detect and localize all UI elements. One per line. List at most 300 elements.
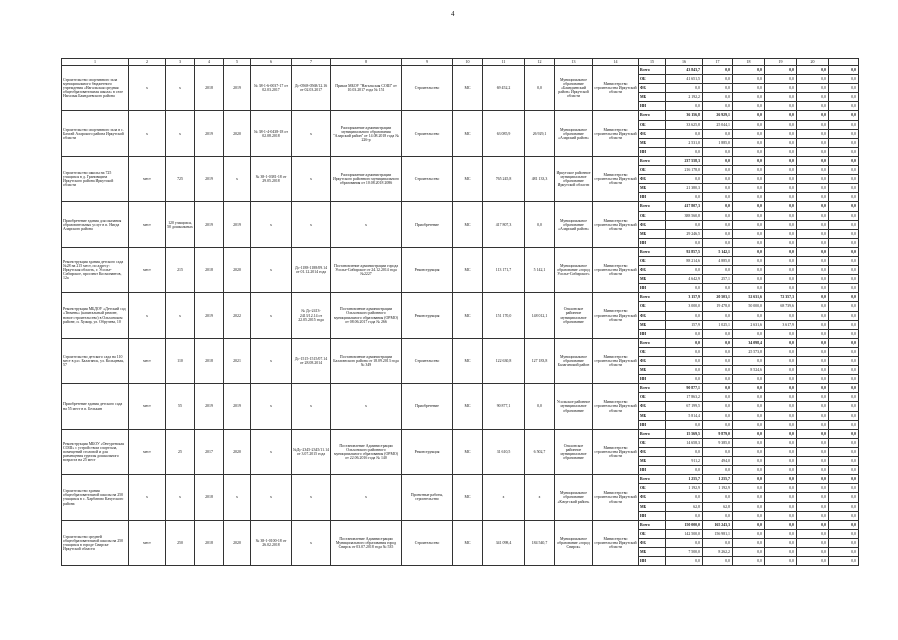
fund-value-1: 0,0 bbox=[666, 347, 703, 356]
fund-value-3: 0,0 bbox=[733, 420, 765, 429]
manager: Министерство строительства Иркутской области bbox=[593, 247, 639, 292]
expertise-conclusion: № 38-1-6-0037-17 от 02.03.2017 bbox=[251, 66, 292, 111]
fund-value-3: 0,0 bbox=[733, 202, 765, 211]
fund-value-4: 0,0 bbox=[765, 102, 797, 111]
owner: Усольское районное муниципальное образование bbox=[555, 384, 593, 429]
fund-value-4: 0,0 bbox=[765, 529, 797, 538]
fund-value-2: 0,0 bbox=[703, 402, 733, 411]
decision-document: Постановление администрации города Усолье-Сибирское от 24.12.2014 года №2227 bbox=[331, 247, 402, 292]
fund-value-5: 0,0 bbox=[797, 238, 829, 247]
fund-value-4: 0,0 bbox=[765, 475, 797, 484]
start-year: 2018 bbox=[195, 338, 224, 383]
fund-value-5: 0,0 bbox=[797, 529, 829, 538]
fund-value-5: 0,0 bbox=[797, 166, 829, 175]
fund-value-1: 0,0 bbox=[666, 193, 703, 202]
capacity: 120 учащихся, 50 дошкольных bbox=[166, 202, 195, 247]
fund-value-5: 0,0 bbox=[797, 429, 829, 438]
object-name: Строительство школы на 725 учащихся в д. Грановщина Иркутского района Иркутской области bbox=[62, 156, 129, 201]
fund-value-6: 0,0 bbox=[829, 166, 859, 175]
fund-value-3: 0,0 bbox=[733, 447, 765, 456]
fund-value-6: 0,0 bbox=[829, 211, 859, 220]
estimated-cost: 341 098,4 bbox=[483, 520, 525, 565]
manager: Министерство строительства Иркутской области bbox=[593, 429, 639, 474]
source: МС bbox=[453, 429, 483, 474]
fund-value-1: 0,0 bbox=[666, 175, 703, 184]
start-year: 2017 bbox=[195, 429, 224, 474]
fund-value-4: 0,0 bbox=[765, 429, 797, 438]
previous-funding: 6 502,7 bbox=[525, 429, 555, 474]
work-type: Реконструкция bbox=[402, 247, 453, 292]
fund-value-4: 0,0 bbox=[765, 557, 797, 566]
fund-label: ИИ bbox=[639, 557, 666, 566]
fund-label: МБ bbox=[639, 502, 666, 511]
fund-value-5: 0,0 bbox=[797, 211, 829, 220]
fund-value-3: 0,0 bbox=[733, 238, 765, 247]
fund-value-6: 0,0 bbox=[829, 411, 859, 420]
expertise-conclusion: x bbox=[251, 429, 292, 474]
fund-value-1: 0,0 bbox=[666, 147, 703, 156]
fund-value-2: 9 879,0 bbox=[703, 429, 733, 438]
fund-value-6: 0,0 bbox=[829, 256, 859, 265]
fund-value-5: 0,0 bbox=[797, 557, 829, 566]
fund-value-3: 0,0 bbox=[733, 266, 765, 275]
unit: мест bbox=[129, 429, 166, 474]
fund-value-4: 0,0 bbox=[765, 238, 797, 247]
fund-value-1: 0,0 bbox=[666, 129, 703, 138]
column-number-15: 15 bbox=[639, 59, 666, 66]
manager: Министерство строительства Иркутской области bbox=[593, 66, 639, 111]
fund-label: ОБ bbox=[639, 529, 666, 538]
end-year: 2020 bbox=[224, 520, 251, 565]
fund-value-4: 72 357,3 bbox=[765, 293, 797, 302]
fund-label: ФБ bbox=[639, 311, 666, 320]
fund-value-1: 157,9 bbox=[666, 320, 703, 329]
fund-value-5: 0,0 bbox=[797, 375, 829, 384]
fund-value-6: 0,0 bbox=[829, 547, 859, 556]
fund-value-5: 0,0 bbox=[797, 511, 829, 520]
fund-value-5: 0,0 bbox=[797, 393, 829, 402]
object-name: Строительство спортивного зала в с. Бахтай Аларского района Иркутской области bbox=[62, 111, 129, 156]
fund-value-6: 0,0 bbox=[829, 475, 859, 484]
fund-value-1: 0,0 bbox=[666, 238, 703, 247]
fund-value-1: 0,0 bbox=[666, 466, 703, 475]
fund-value-4: 0,0 bbox=[765, 193, 797, 202]
estimated-cost: 90 877,1 bbox=[483, 384, 525, 429]
estimated-cost: 765 245,8 bbox=[483, 156, 525, 201]
fund-value-6: 0,0 bbox=[829, 447, 859, 456]
fund-label: Всего bbox=[639, 202, 666, 211]
source: МС bbox=[453, 338, 483, 383]
manager: Министерство строительства Иркутской области bbox=[593, 202, 639, 247]
fund-value-4: 0,0 bbox=[765, 275, 797, 284]
table-row bbox=[62, 293, 859, 302]
fund-value-1: 41 651,5 bbox=[666, 75, 703, 84]
fund-value-3: 0,0 bbox=[733, 175, 765, 184]
object-name: Приобретение здания детского сада на 55 мест в п. Белькин bbox=[62, 384, 129, 429]
fund-label: ОБ bbox=[639, 438, 666, 447]
fund-value-2: 0,0 bbox=[703, 357, 733, 366]
fund-value-5: 0,0 bbox=[797, 120, 829, 129]
previous-funding: 184 540,7 bbox=[525, 520, 555, 565]
previous-funding: 481 133,3 bbox=[525, 156, 555, 201]
unit: мест bbox=[129, 384, 166, 429]
fund-value-3: 0,0 bbox=[733, 438, 765, 447]
fund-value-2: 4 885,0 bbox=[703, 256, 733, 265]
start-year: 2019 bbox=[195, 293, 224, 338]
fund-value-1: 0,0 bbox=[666, 84, 703, 93]
fund-value-6: 0,0 bbox=[829, 66, 859, 75]
manager: Министерство строительства Иркутской области bbox=[593, 338, 639, 383]
fund-value-6: 0,0 bbox=[829, 375, 859, 384]
estimated-cost: 417 807,3 bbox=[483, 202, 525, 247]
expertise-conclusion: № 38-1-4-0438-18 от 02.08.2018 bbox=[251, 111, 292, 156]
object-name: Строительство детского сада на 110 мест в р.п. Балаганск, ул. Кольцевая, 57 bbox=[62, 338, 129, 383]
capacity: 250 bbox=[166, 520, 195, 565]
fund-value-4: 0,0 bbox=[765, 138, 797, 147]
fund-value-1: 237 558,3 bbox=[666, 156, 703, 165]
table-row bbox=[62, 384, 859, 393]
previous-funding: 5 142,1 bbox=[525, 247, 555, 292]
fund-value-5: 0,0 bbox=[797, 547, 829, 556]
fund-value-2: 0,0 bbox=[703, 156, 733, 165]
fund-value-5: 0,0 bbox=[797, 138, 829, 147]
table-row bbox=[62, 520, 859, 529]
fund-value-5: 0,0 bbox=[797, 538, 829, 547]
fund-value-2: 0,0 bbox=[703, 366, 733, 375]
fund-value-5: 0,0 bbox=[797, 256, 829, 265]
source: МС bbox=[453, 202, 483, 247]
manager: Министерство строительства Иркутской области bbox=[593, 475, 639, 520]
fund-value-2: 0,0 bbox=[703, 229, 733, 238]
fund-label: ОБ bbox=[639, 302, 666, 311]
previous-funding: 148 012,1 bbox=[525, 293, 555, 338]
fund-value-2: 165 243,3 bbox=[703, 520, 733, 529]
fund-value-4: 0,0 bbox=[765, 393, 797, 402]
fund-value-1: 5 814,4 bbox=[666, 411, 703, 420]
fund-value-5: 0,0 bbox=[797, 502, 829, 511]
end-year: 2019 bbox=[224, 202, 251, 247]
fund-value-6: 0,0 bbox=[829, 247, 859, 256]
fund-value-2: 0,0 bbox=[703, 284, 733, 293]
fund-value-3: 0,0 bbox=[733, 84, 765, 93]
fund-value-3: 0,0 bbox=[733, 111, 765, 120]
fund-value-5: 0,0 bbox=[797, 466, 829, 475]
object-name: Строительство спортивного зала муниципального бюджетного учреждения «Нагальская средняя общеобразовательная школа» в селе Нагалык Баяндаевского района bbox=[62, 66, 129, 111]
fund-value-5: 0,0 bbox=[797, 75, 829, 84]
fund-value-5: 0,0 bbox=[797, 338, 829, 347]
fund-value-5: 0,0 bbox=[797, 311, 829, 320]
object-name: Реконструкция здания детского сада №28 на 215 мест, по адресу: Иркутская область, г. Усолье-Сибирское, проспект Космонавтов, 12а bbox=[62, 247, 129, 292]
cost-check: x bbox=[292, 111, 331, 156]
unit: x bbox=[129, 475, 166, 520]
fund-label: МБ bbox=[639, 366, 666, 375]
start-year: 2019 bbox=[195, 202, 224, 247]
fund-value-2: 0,0 bbox=[703, 84, 733, 93]
fund-value-1: 911,2 bbox=[666, 457, 703, 466]
fund-value-4: 0,0 bbox=[765, 347, 797, 356]
fund-value-4: 0,0 bbox=[765, 375, 797, 384]
capacity: x bbox=[166, 111, 195, 156]
fund-value-4: 0,0 bbox=[765, 166, 797, 175]
work-type: Приобретение bbox=[402, 384, 453, 429]
fund-value-1: 0,0 bbox=[666, 420, 703, 429]
fund-value-3: 0,0 bbox=[733, 484, 765, 493]
fund-label: Всего bbox=[639, 247, 666, 256]
fund-label: ФБ bbox=[639, 447, 666, 456]
fund-value-6: 0,0 bbox=[829, 193, 859, 202]
fund-value-4: 0,0 bbox=[765, 329, 797, 338]
fund-label: ФБ bbox=[639, 129, 666, 138]
fund-label: Всего bbox=[639, 293, 666, 302]
fund-label: ИИ bbox=[639, 193, 666, 202]
fund-value-6: 0,0 bbox=[829, 311, 859, 320]
fund-value-1: 142 500,0 bbox=[666, 529, 703, 538]
fund-value-5: 0,0 bbox=[797, 247, 829, 256]
fund-value-4: 0,0 bbox=[765, 84, 797, 93]
fund-value-6: 0,0 bbox=[829, 538, 859, 547]
fund-value-4: 0,0 bbox=[765, 266, 797, 275]
start-year: 2018 bbox=[195, 247, 224, 292]
expertise-conclusion: x bbox=[251, 247, 292, 292]
source: МС bbox=[453, 293, 483, 338]
decision-document: Постановление администрации Ольхонского районного муниципального образования (ОРМО) от 08.06.2017 года № 266 bbox=[331, 293, 402, 338]
object-name: Приобретение здания для оказания образовательных услуг в п. Нигда Аларского района bbox=[62, 202, 129, 247]
fund-value-4: 0,0 bbox=[765, 538, 797, 547]
fund-value-4: 0,0 bbox=[765, 156, 797, 165]
fund-value-4: 0,0 bbox=[765, 484, 797, 493]
fund-value-4: 0,0 bbox=[765, 338, 797, 347]
fund-value-2: 0,0 bbox=[703, 329, 733, 338]
fund-value-1: 4 642,9 bbox=[666, 275, 703, 284]
fund-label: ФБ bbox=[639, 84, 666, 93]
fund-value-5: 0,0 bbox=[797, 520, 829, 529]
source: МС bbox=[453, 66, 483, 111]
fund-value-3: 52 631,6 bbox=[733, 293, 765, 302]
fund-label: ОБ bbox=[639, 211, 666, 220]
column-number-1: 1 bbox=[62, 59, 129, 66]
fund-value-6: 0,0 bbox=[829, 284, 859, 293]
fund-value-5: 0,0 bbox=[797, 193, 829, 202]
fund-value-1: 36 156,8 bbox=[666, 111, 703, 120]
fund-value-4: 0,0 bbox=[765, 466, 797, 475]
fund-label: ФБ bbox=[639, 266, 666, 275]
fund-label: ИИ bbox=[639, 466, 666, 475]
end-year: 2020 bbox=[224, 111, 251, 156]
fund-value-6: 0,0 bbox=[829, 511, 859, 520]
fund-value-1: 0,0 bbox=[666, 493, 703, 502]
owner: Муниципальное образование «Качугский район» bbox=[555, 475, 593, 520]
fund-value-6: 0,0 bbox=[829, 520, 859, 529]
cost-check: x bbox=[292, 475, 331, 520]
fund-value-3: 8 524,6 bbox=[733, 366, 765, 375]
table-row bbox=[62, 429, 859, 438]
fund-value-1: 0,0 bbox=[666, 511, 703, 520]
decision-document: Постановление администрации Балаганского района от 18.09.2013 года № 349 bbox=[331, 338, 402, 383]
fund-value-3: 0,0 bbox=[733, 220, 765, 229]
fund-value-6: 0,0 bbox=[829, 138, 859, 147]
capacity: 725 bbox=[166, 156, 195, 201]
fund-value-6: 0,0 bbox=[829, 557, 859, 566]
fund-value-4: 0,0 bbox=[765, 402, 797, 411]
fund-value-3: 0,0 bbox=[733, 138, 765, 147]
fund-value-4: 68 739,6 bbox=[765, 302, 797, 311]
estimated-cost: x bbox=[483, 475, 525, 520]
end-year: 2022 bbox=[224, 293, 251, 338]
fund-value-6: 0,0 bbox=[829, 275, 859, 284]
fund-value-2: 0,0 bbox=[703, 375, 733, 384]
capacity: 55 bbox=[166, 384, 195, 429]
table-row bbox=[62, 156, 859, 165]
fund-value-3: 0,0 bbox=[733, 375, 765, 384]
fund-value-3: 0,0 bbox=[733, 229, 765, 238]
fund-value-6: 0,0 bbox=[829, 357, 859, 366]
fund-value-6: 0,0 bbox=[829, 184, 859, 193]
table-row bbox=[62, 202, 859, 211]
decision-document: Постановление Администрации Муниципального образования город Свирск от 03.07.2018 года № 535 bbox=[331, 520, 402, 565]
fund-value-3: 0,0 bbox=[733, 129, 765, 138]
unit: мест bbox=[129, 202, 166, 247]
fund-label: ИИ bbox=[639, 102, 666, 111]
fund-value-2: 19 478,0 bbox=[703, 302, 733, 311]
start-year: 2018 bbox=[195, 66, 224, 111]
fund-value-4: 0,0 bbox=[765, 256, 797, 265]
fund-value-4: 0,0 bbox=[765, 511, 797, 520]
fund-value-3: 0,0 bbox=[733, 166, 765, 175]
fund-label: ИИ bbox=[639, 420, 666, 429]
fund-value-1: 1 192,9 bbox=[666, 484, 703, 493]
fund-value-2: 0,0 bbox=[703, 447, 733, 456]
fund-value-4: 0,0 bbox=[765, 284, 797, 293]
decision-document: x bbox=[331, 475, 402, 520]
fund-value-1: 7 500,0 bbox=[666, 547, 703, 556]
object-name: Реконструкция МБОУ «Онгуренская СОШ» с устройством спортзала, помещений столовой и для размещения группы дошкольного возраста на 25 мест bbox=[62, 429, 129, 474]
fund-value-5: 0,0 bbox=[797, 302, 829, 311]
unit: мест bbox=[129, 156, 166, 201]
fund-label: ИИ bbox=[639, 375, 666, 384]
fund-value-6: 0,0 bbox=[829, 384, 859, 393]
fund-value-3: 0,0 bbox=[733, 384, 765, 393]
fund-value-4: 0,0 bbox=[765, 502, 797, 511]
fund-value-2: 0,0 bbox=[703, 66, 733, 75]
decision-document: Постановление Администрации Ольхонского районного муниципального образования (ОРМО) от 22.06.2016 года № 140 bbox=[331, 429, 402, 474]
column-number-20: 20 bbox=[797, 59, 829, 66]
column-number-10: 10 bbox=[453, 59, 483, 66]
fund-value-6: 0,0 bbox=[829, 84, 859, 93]
fund-label: МБ bbox=[639, 275, 666, 284]
object-name: Строительство средней общеобразовательной школы на 250 учащихся в городе Свирске Иркутской области bbox=[62, 520, 129, 565]
fund-value-1: 2 531,0 bbox=[666, 138, 703, 147]
column-number-row bbox=[62, 59, 859, 66]
fund-value-2: 0,0 bbox=[703, 511, 733, 520]
previous-funding: 0,0 bbox=[525, 202, 555, 247]
fund-value-1: 388 560,8 bbox=[666, 211, 703, 220]
fund-value-6: 0,0 bbox=[829, 420, 859, 429]
fund-value-6: 0,0 bbox=[829, 366, 859, 375]
fund-label: Всего bbox=[639, 475, 666, 484]
cost-check: Дс-1188-1188/09.14 от 01.12.2014 года bbox=[292, 247, 331, 292]
fund-value-5: 0,0 bbox=[797, 357, 829, 366]
estimated-cost: 122 630,8 bbox=[483, 338, 525, 383]
fund-value-4: 0,0 bbox=[765, 129, 797, 138]
fund-label: Всего bbox=[639, 520, 666, 529]
table-row bbox=[62, 111, 859, 120]
fund-value-3: 0,0 bbox=[733, 357, 765, 366]
previous-funding: x bbox=[525, 475, 555, 520]
end-year: 2019 bbox=[224, 384, 251, 429]
manager: Министерство строительства Иркутской области bbox=[593, 111, 639, 156]
fund-value-4: 0,0 bbox=[765, 384, 797, 393]
capacity: 25 bbox=[166, 429, 195, 474]
fund-value-2: 0,0 bbox=[703, 193, 733, 202]
fund-value-5: 0,0 bbox=[797, 229, 829, 238]
fund-value-5: 0,0 bbox=[797, 66, 829, 75]
fund-value-2: 0,0 bbox=[703, 466, 733, 475]
fund-value-6: 0,0 bbox=[829, 229, 859, 238]
fund-value-4: 0,0 bbox=[765, 438, 797, 447]
fund-label: ОБ bbox=[639, 166, 666, 175]
fund-value-4: 0,0 bbox=[765, 357, 797, 366]
fund-value-5: 0,0 bbox=[797, 111, 829, 120]
fund-value-6: 0,0 bbox=[829, 93, 859, 102]
fund-label: ИИ bbox=[639, 329, 666, 338]
fund-value-4: 0,0 bbox=[765, 66, 797, 75]
fund-value-3: 0,0 bbox=[733, 275, 765, 284]
work-type: Проектные работы, строительство bbox=[402, 475, 453, 520]
fund-value-5: 0,0 bbox=[797, 184, 829, 193]
fund-value-6: 0,0 bbox=[829, 129, 859, 138]
fund-value-5: 0,0 bbox=[797, 293, 829, 302]
fund-value-5: 0,0 bbox=[797, 202, 829, 211]
work-type: Строительство bbox=[402, 338, 453, 383]
fund-value-5: 0,0 bbox=[797, 93, 829, 102]
fund-value-1: 21 380,3 bbox=[666, 184, 703, 193]
fund-value-2: 0,0 bbox=[703, 266, 733, 275]
fund-value-1: 3 157,9 bbox=[666, 293, 703, 302]
fund-value-6: 0,0 bbox=[829, 120, 859, 129]
investment-program-table bbox=[61, 58, 859, 566]
fund-value-1: 0,0 bbox=[666, 447, 703, 456]
fund-value-3: 0,0 bbox=[733, 411, 765, 420]
fund-value-3: 0,0 bbox=[733, 329, 765, 338]
fund-value-1: 1 255,7 bbox=[666, 475, 703, 484]
fund-value-6: 0,0 bbox=[829, 466, 859, 475]
fund-label: ОБ bbox=[639, 256, 666, 265]
fund-value-5: 0,0 bbox=[797, 266, 829, 275]
fund-value-3: 0,0 bbox=[733, 493, 765, 502]
fund-value-1: 0,0 bbox=[666, 538, 703, 547]
start-year: 2019 bbox=[195, 111, 224, 156]
column-number-2: 2 bbox=[129, 59, 166, 66]
capacity: 110 bbox=[166, 338, 195, 383]
unit: мест bbox=[129, 338, 166, 383]
fund-value-6: 0,0 bbox=[829, 329, 859, 338]
fund-value-3: 25 573,8 bbox=[733, 347, 765, 356]
decision-document: Распоряжение администрации Иркутского районного муниципального образования от 10.08.2018 2086 bbox=[331, 156, 402, 201]
column-number-16: 16 bbox=[666, 59, 703, 66]
fund-value-4: 0,0 bbox=[765, 311, 797, 320]
fund-label: Всего bbox=[639, 66, 666, 75]
fund-value-2: 0,0 bbox=[703, 93, 733, 102]
end-year: 2019 bbox=[224, 66, 251, 111]
expertise-conclusion: x bbox=[251, 293, 292, 338]
end-year: 2020 bbox=[224, 429, 251, 474]
unit: x bbox=[129, 66, 166, 111]
fund-value-2: 26 929,1 bbox=[703, 111, 733, 120]
column-number-18: 18 bbox=[733, 59, 765, 66]
fund-value-3: 0,0 bbox=[733, 147, 765, 156]
capacity: x bbox=[166, 66, 195, 111]
column-number-19: 19 bbox=[765, 59, 797, 66]
